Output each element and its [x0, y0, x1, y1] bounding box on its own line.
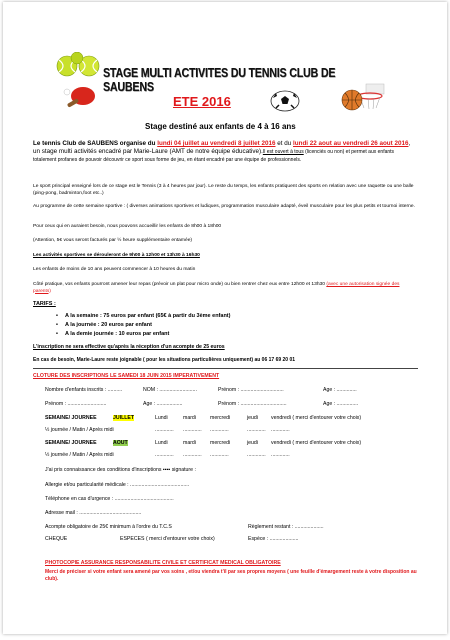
- tarif-semaine: • A la semaine : 75 euros par enfant (65€ à partir du 3ème enfant): [65, 313, 230, 319]
- age-field-1[interactable]: Age : ..............: [323, 387, 357, 393]
- age-field-2[interactable]: Age : ..................: [143, 401, 183, 407]
- dots: .............: [155, 427, 174, 433]
- juillet-badge: JUILLET: [113, 415, 135, 421]
- day-mercredi-aout[interactable]: mercredi: [210, 440, 231, 446]
- date-aout: lundi 22 aout au vendredi 26 aout 2016: [293, 140, 409, 147]
- activites-text: Les activités sportives se dérouleront de 9h00 à 12h00 et 13h30 à 16h30: [33, 253, 200, 258]
- intro-paragraph: Le tennis Club de SAUBENS organise du lundi 04 juillet au vendredi 8 juillet 2016 et du lundi 22 aout au vendredi 26 aout 2016, un stage multi activités encadré par Marie-Laure (AMT de notre équipe éducative).Il est ouvert à tous (licenciés ou non) et permet aux enfants totalement profanes de pouvoir découvrir ce sport sous forme de jeu, en étant encadré par une équipe de professionnels.: [33, 140, 411, 164]
- half-day-juillet[interactable]: ½ journée / Matin / Après midi: [45, 427, 114, 433]
- day-lundi-aout[interactable]: Lundi: [155, 440, 168, 446]
- vendredi-juillet[interactable]: vendredi ( merci d'entourer votre choix): [271, 415, 362, 421]
- aout-badge: AOUT: [113, 440, 128, 446]
- season-title: ETE 2016: [173, 94, 231, 109]
- sport-paragraph: Le sport principal enseigné lors de ce stage est le Tennis (3 à 4 heures par jour). Le reste du temps, les enfants pratiquent des sports en relation avec une raquette ou une balle (ping-pong, badminton,foot etc..): [33, 184, 414, 196]
- dots: .............: [183, 452, 202, 458]
- tarif-journee: • A la journée : 20 euros par enfant: [65, 322, 152, 328]
- vendredi-aout[interactable]: vendredi ( merci d'entourer votre choix): [271, 440, 362, 446]
- moins10-text: Les enfants de moins de 10 ans peuvent commencer à 10 heures du matin: [33, 267, 196, 272]
- day-jeudi-aout[interactable]: jeudi: [247, 440, 258, 446]
- prenom-field-1[interactable]: Prénom : ..............................: [218, 387, 284, 393]
- conditions-signature[interactable]: J'ai pris connaissance des conditions d'inscriptions ▪▪▪▪ signature :: [45, 467, 196, 473]
- tarifs-label: TARIFS :: [33, 301, 56, 307]
- dots: .............: [210, 427, 229, 433]
- tennis-balls-icon: [55, 52, 103, 80]
- nom-field[interactable]: NOM : ..........................: [143, 387, 197, 393]
- photocopie-notice: PHOTOCOPIE ASSURANCE RESPONSABILITE CIVILE ET CERTIFICAT MEDICAL OBLIGATOIRE: [45, 560, 281, 566]
- adresse-field[interactable]: Adresse mail : ...........................................: [45, 510, 142, 516]
- flyer-page: [3, 2, 447, 634]
- dots: .............: [271, 427, 290, 433]
- repas-text: Côté pratique, vos enfants pourront amener leur repas (prévoir un plat pour micro onde) ou bien rentrer chez eux entre 12h00 et 13h30 (avec une autorisation signée des parents): [33, 282, 400, 294]
- warning-text: Merci de préciser si votre enfant sera amené par vos soins , et/ou viendra t'il par ses propres moyens ( une feuille d'émargement reste à votre disposition au club).: [45, 569, 417, 582]
- dots: .............: [247, 452, 266, 458]
- day-mercredi-juillet[interactable]: mercredi: [210, 415, 231, 421]
- day-mardi-juillet[interactable]: mardi: [183, 415, 196, 421]
- prenom-field-2[interactable]: Prénom : ...........................: [45, 401, 107, 407]
- espece-field[interactable]: Espèce : ....................: [248, 536, 299, 542]
- divider: [33, 368, 418, 369]
- ping-pong-icon: [59, 84, 99, 114]
- flyer-title: STAGE MULTI ACTIVITES DU TENNIS CLUB DE SAUBENS: [103, 66, 336, 94]
- cheque-option[interactable]: CHEQUE: [45, 536, 68, 542]
- date-juillet: lundi 04 juillet au vendredi 8 juillet 2016: [157, 140, 276, 147]
- prenom-field-3[interactable]: Prénom : ................................: [218, 401, 287, 407]
- allergie-field[interactable]: Allergie et/ou particularité médicale : .........................................: [45, 482, 190, 488]
- age-field-3[interactable]: Age : ...............: [323, 401, 359, 407]
- contact-text: En cas de besoin, Marie-Laure reste joignable ( pour les situations particulières uniquement) au 06 17 69 20 01: [33, 357, 296, 363]
- semaine-label-juillet: SEMAINE/ JOURNEE: [45, 415, 97, 421]
- semaine-label-aout: SEMAINE/ JOURNEE: [45, 440, 97, 446]
- dots: .............: [155, 452, 174, 458]
- dots: .............: [247, 427, 266, 433]
- day-jeudi-juillet[interactable]: jeudi: [247, 415, 258, 421]
- programme-paragraph: Au programme de cette semaine sportive : ( diverses animations sportives et ludiques, programmation musculaire adapté, éveil musculaire pour les plus petits et tournoi interne.: [33, 204, 415, 209]
- cloture-text: CLOTURE DES INSCRIPTIONS LE SAMEDI 18 JUIN 2015 IMPERATIVEMENT: [33, 373, 220, 379]
- tarif-demi-journee: • A la demie journée : 10 euros par enfant: [65, 331, 169, 337]
- telephone-field[interactable]: Téléphone en cas d'urgence : .........................................: [45, 496, 174, 502]
- especes-option[interactable]: ESPECES ( merci d'entourer votre choix): [120, 536, 215, 542]
- reglement-field[interactable]: Règlement restant : ....................: [248, 524, 324, 530]
- dots: .............: [210, 452, 229, 458]
- acompte-text: Acompte obligatoire de 25€ minimum à l'ordre du T.C.S: [45, 524, 172, 530]
- day-lundi-juillet[interactable]: Lundi: [155, 415, 168, 421]
- attention-text: (Attention, 5€ vous seront facturés par ½ heure supplémentaire entamée): [33, 238, 193, 243]
- nombre-enfants-field[interactable]: Nombre d'enfants inscrits : ..........: [45, 387, 123, 393]
- half-day-aout[interactable]: ½ journée / Matin / Après midi: [45, 452, 114, 458]
- dots: .............: [183, 427, 202, 433]
- dots: .............: [271, 452, 290, 458]
- garderie-text: Pour ceux qui en auraient besoin, nous pouvons accueillir les enfants de 8h00 à 18h00: [33, 224, 222, 229]
- subtitle: Stage destiné aux enfants de 4 à 16 ans: [145, 122, 296, 131]
- inscription-note: L'inscription ne sera effective qu'après la réception d'un acompte de 25 euros: [33, 344, 225, 350]
- day-mardi-aout[interactable]: mardi: [183, 440, 196, 446]
